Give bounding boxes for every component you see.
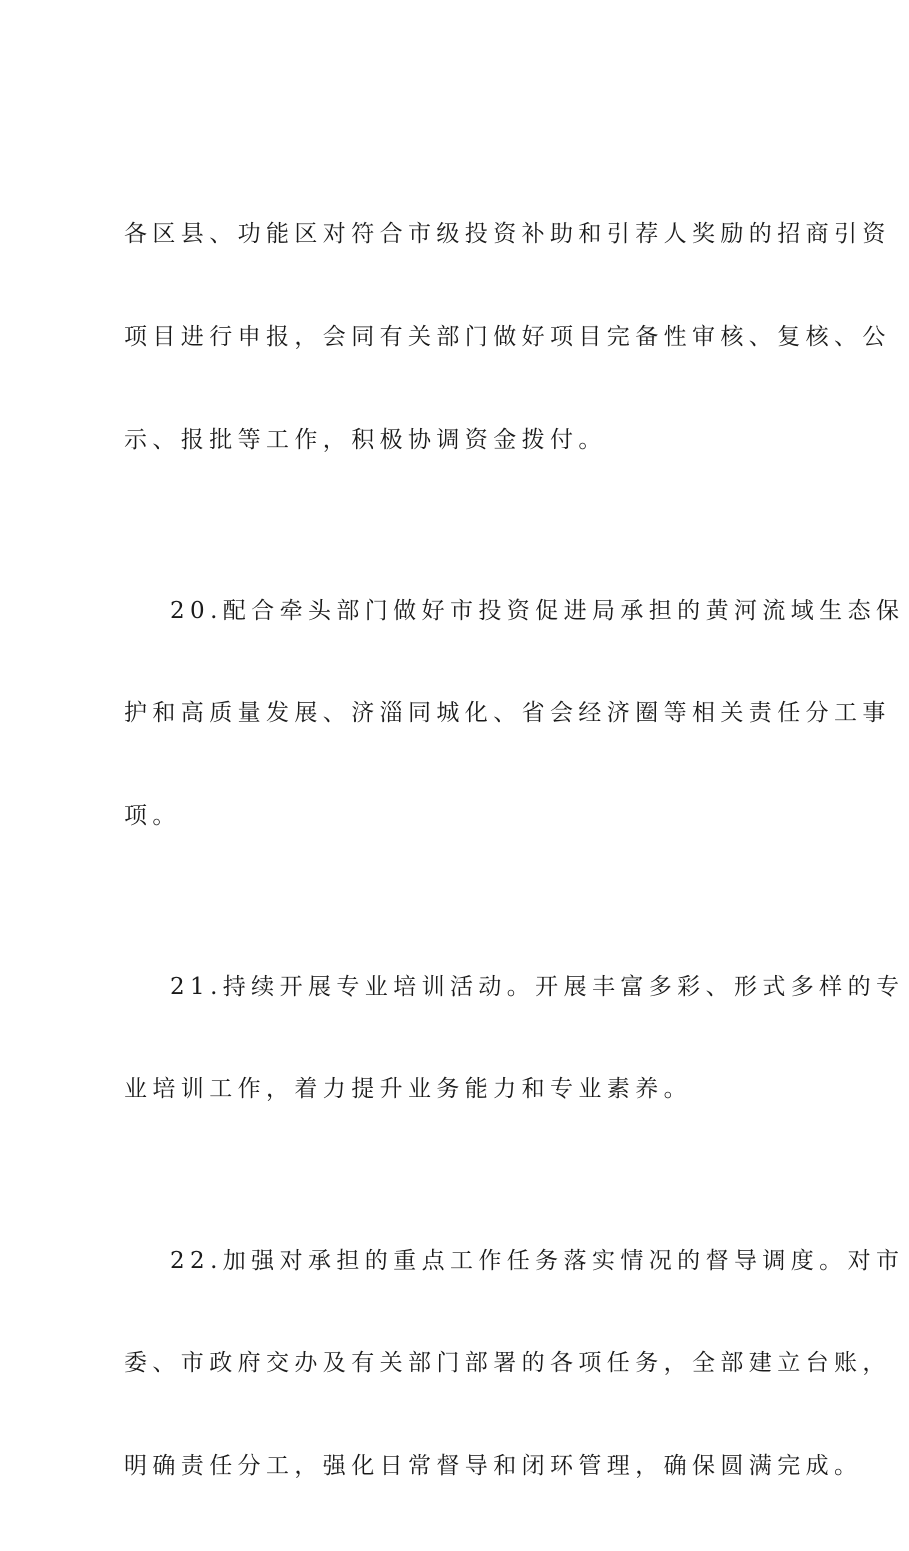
paragraph-intro: [124, 149, 891, 525]
paragraph-item-21: [124, 901, 905, 1175]
paragraph-line: 项目进行申报，会同有关部门做好项目完备性审核、复核、公: [124, 324, 891, 351]
paragraph-line: 22.加强对承担的重点工作任务落实情况的督导调度。对市: [170, 1247, 905, 1274]
paragraph-line: 业培训工作，着力提升业务能力和专业素养。: [124, 1076, 692, 1103]
paragraph-line: 护和高质量发展、济淄同城化、省会经济圈等相关责任分工事: [124, 700, 891, 727]
paragraph-line: 明确责任分工，强化日常督导和闭环管理，确保圆满完成。: [124, 1452, 863, 1479]
paragraph-line: 21.持续开展专业培训活动。开展丰富多彩、形式多样的专: [170, 973, 905, 1000]
paragraph-line: 各区县、功能区对符合市级投资补助和引荐人奖励的招商引资: [124, 221, 891, 248]
paragraph-line: 20.配合牵头部门做好市投资促进局承担的黄河流域生态保: [170, 597, 905, 624]
paragraph-line: 委、市政府交办及有关部门部署的各项任务，全部建立台账，: [124, 1350, 891, 1377]
paragraph-line: 示、报批等工作，积极协调资金拨付。: [124, 426, 607, 453]
document-body: [124, 149, 905, 1551]
paragraph-line: 项。: [124, 802, 181, 829]
paragraph-item-22: [124, 1175, 905, 1551]
paragraph-item-20: [124, 525, 905, 901]
